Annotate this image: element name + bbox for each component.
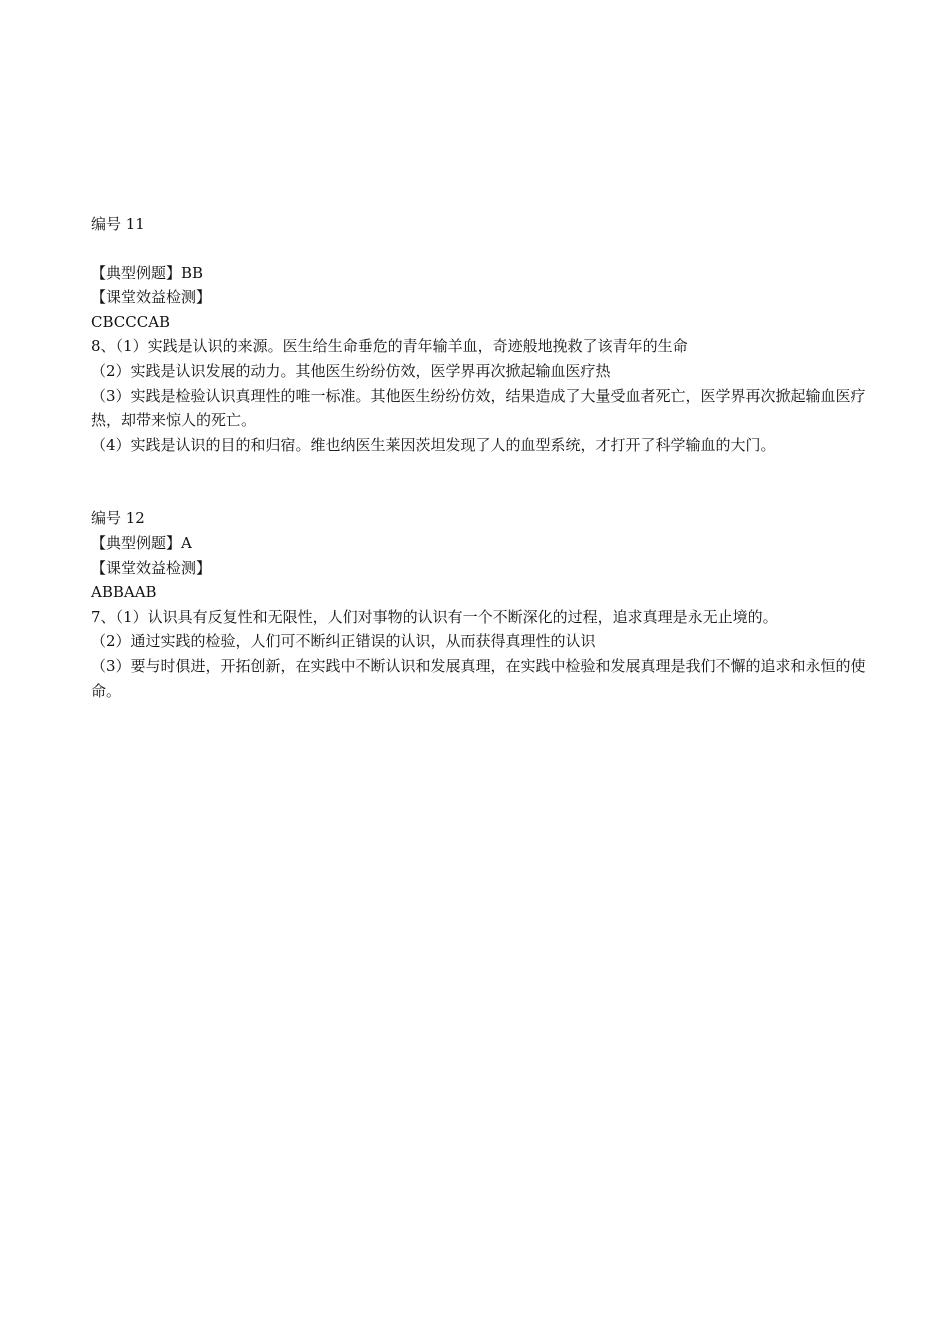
section-11	[91, 212, 871, 457]
answer-paragraph: 7、（1）认识具有反复性和无限性，人们对事物的认识有一个不断深化的过程，追求真理是永无止境的。	[91, 607, 778, 626]
document-page	[91, 212, 871, 703]
choice-answers: CBCCCAB	[91, 312, 171, 331]
answer-paragraph: （3）要与时俱进，开拓创新，在实践中不断认识和发展真理，在实践中检验和发展真理是我们不懈的追求和永恒的使命。	[91, 656, 866, 700]
check-heading: 【课堂效益检测】	[91, 558, 212, 577]
section-number: 编号 11	[91, 215, 145, 233]
section-12	[91, 506, 871, 703]
answer-paragraph: 8、（1）实践是认识的来源。医生给生命垂危的青年输羊血，奇迹般地挽救了该青年的生命	[91, 337, 688, 356]
answer-paragraph: （3）实践是检验认识真理性的唯一标准。其他医生纷纷仿效，结果造成了大量受血者死亡，医学界再次掀起输血医疗热，却带来惊人的死亡。	[91, 386, 866, 430]
answer-paragraph: （4）实践是认识的目的和归宿。维也纳医生莱因茨坦发现了人的血型系统，才打开了科学输血的大门。	[91, 435, 776, 454]
check-heading: 【课堂效益检测】	[91, 288, 212, 307]
typical-example-answer: 【典型例题】A	[91, 533, 192, 552]
typical-example-answer: 【典型例题】BB	[91, 263, 204, 282]
section-number: 编号 12	[91, 509, 145, 528]
choice-answers: ABBAAB	[91, 583, 157, 602]
answer-paragraph: （2）实践是认识发展的动力。其他医生纷纷仿效，医学界再次掀起输血医疗热	[91, 361, 611, 380]
answer-paragraph: （2）通过实践的检验，人们可不断纠正错误的认识，从而获得真理性的认识	[91, 632, 596, 651]
